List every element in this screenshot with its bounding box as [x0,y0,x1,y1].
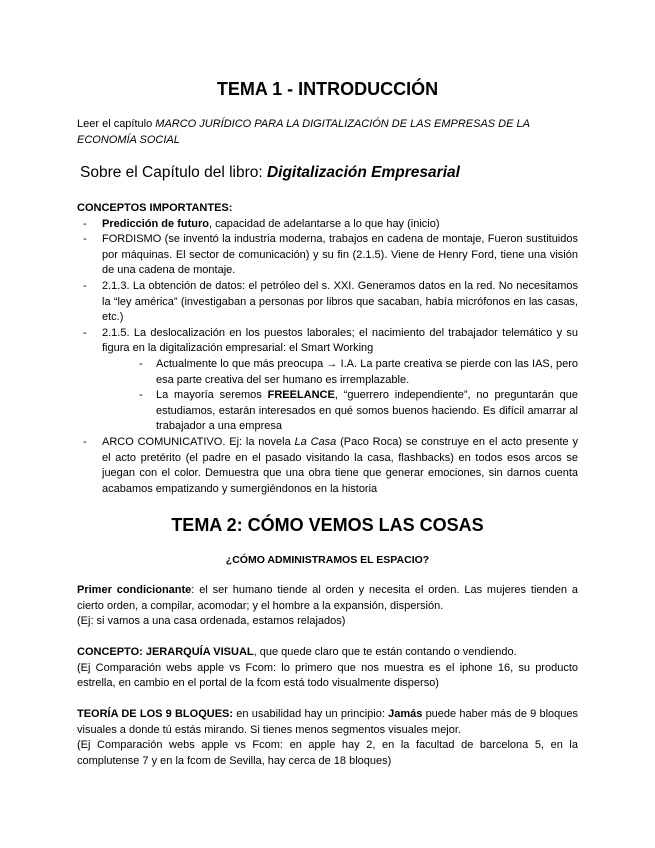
sub-item-text: , “guerrero independiente”, no preguntarán que estudiamos, estarán interesados en qué somos buenos haciendo. Es difícil amarrar al trabajador a una empresa [156,389,578,433]
freelance-term: FREELANCE [267,389,335,402]
paragraph-example: (Ej Comparación webs apple vs Fcom: lo primero que nos muestra es el iphone 16, su producto estrella, en cambio en el portal de la fcom está todo visualmente disperso) [77,661,578,690]
item-text: FORDISMO (se inventó la industria moderna, trabajos en cadena de montaje, Fueron sustituidos por máquinas. El sector de comunicación) y su fin (2.1.5). Viene de Henry Ford, tiene una visión de una cadena de montaje. [102,233,578,277]
item-bold: Predicción de futuro [102,217,209,230]
item-text: (Paco Roca) se construye en el acto presente y el acto pretérito (el padre en el pasado visitando la casa, flashbacks) en todos esos arcos se juegan con el color. Demuestra que una obra tiene que generar emociones, sin darnos cuenta acabamos empatizando y sumergiéndonos en la historia [102,435,578,495]
paragraph-bold: Primer condicionante [77,584,192,596]
paragraph-example: (Ej: si vamos a una casa ordenada, estamos relajados) [77,615,346,628]
item-text: , capacidad de adelantarse a lo que hay (inicio) [208,217,440,230]
paragraph-bold: CONCEPTO: JERARQUÍA VISUAL [77,646,254,658]
sub-item-text: Actualmente lo que más preocupa → I.A. La parte creativa se pierde con las IAS, pero esa parte creativa del ser humano es irremplazable. [156,357,578,386]
paragraph-bold: TEORÍA DE LOS 9 BLOQUES: [77,708,234,720]
chapter-title: MARCO JURÍDICO PARA LA DIGITALIZACIÓN DE LAS EMPRESAS DE LA ECONOMÍA SOCIAL [77,118,530,146]
paragraph-text: , que quede claro que te están contando o vendiendo. [253,646,517,658]
paragraph-text: en usabilidad hay un principio: [233,708,389,720]
list-item [77,217,578,233]
paragraph-condicionante [77,583,578,630]
concepts-section [77,201,578,497]
sub-list-item [131,388,578,435]
book-subtitle [80,163,581,183]
sub-item-pre: La mayoría seremos [156,389,268,402]
paragraph-text: : el ser humano tiende al orden y necesita el orden. Las mujeres tienden a cierto orden, a compilar, acomodar; y el hombre a la expansión, dispersión. [77,584,578,612]
paragraph-bloques [77,707,578,769]
list-item [77,326,578,435]
paragraph-jerarquia [77,645,578,692]
intro-prefix: Leer el capítulo [77,118,156,130]
sub-prefix: Sobre el Capítulo del libro: [80,164,267,181]
list-item [77,435,578,497]
item-text: 2.1.5. La deslocalización en los puestos laborales; el nacimiento del trabajador telemático y su figura en la digitalización empresarial: el Smart Working [102,326,578,355]
item-text: 2.1.3. La obtención de datos: el petróleo del s. XXI. Generamos datos en la red. No necesitamos la “ley américa” (investigaban a personas por libros que sacaban, había micrófonos en las casas, etc.) [102,279,578,324]
tema1-title: TEMA 1 - INTRODUCCIÓN [216,79,439,99]
item-pre: ARCO COMUNICATIVO. Ej: la novela [102,435,295,448]
paragraph-emphasis: Jamás [388,708,423,720]
list-item [77,279,578,326]
novel-title: La Casa [294,435,337,448]
list-item [77,232,578,279]
concepts-heading: CONCEPTOS IMPORTANTES: [77,202,233,214]
sub-list-item [131,357,578,388]
paragraph-example: (Ej Comparación webs apple vs Fcom: en apple hay 2, en la facultad de barcelona 5, en la complutense 7 y en la fcom de Sevilla, hay cerca de 18 bloques) [77,739,578,767]
concepts-list [77,217,578,498]
section-question: ¿CÓMO ADMINISTRAMOS EL ESPACIO? [225,554,430,566]
reading-instruction [77,117,578,148]
paragraph-text: puede haber más de 9 bloques visuales a donde tú estás mirando. Si tienes menos segmentos visuales mejor. [77,708,578,736]
tema2-title: TEMA 2: CÓMO VEMOS LAS COSAS [171,515,484,535]
book-title: Digitalización Empresarial [266,164,460,181]
sub-list [131,357,578,435]
